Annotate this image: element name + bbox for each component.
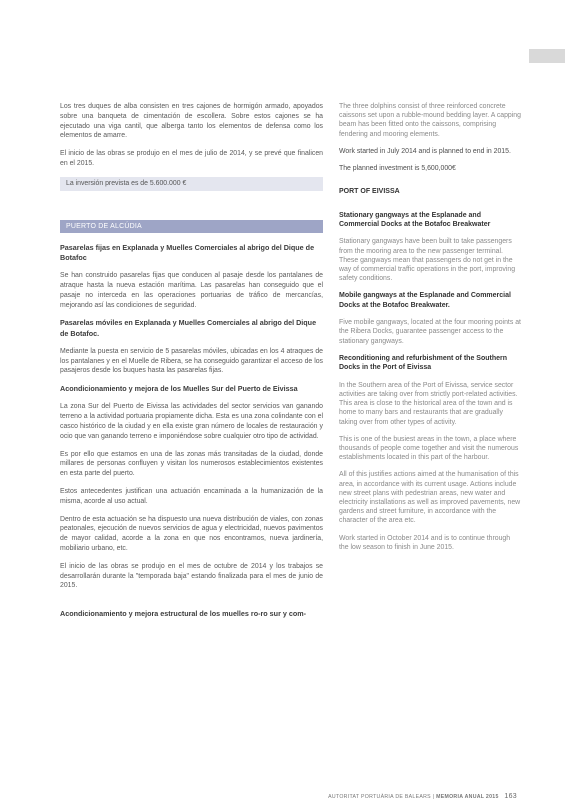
paragraph: Los tres duques de alba consisten en tres cajones de hormigón armado, apoyados sobre una banqueta de cimentación de escollera. Sobre estos cajones se ha ejecutado una viga cantil, que alberga tanto los elementos de defensa como los elementos de amarre. (60, 103, 323, 140)
paragraph: Es por ello que estamos en una de las zonas más transitadas de la ciudad, donde millares de personas confluyen y visitan los numerosos establecimientos existentes en esta parte del puerto. (60, 450, 323, 478)
paragraph: Dentro de esta actuación se ha dispuesto una nueva distribución de viales, con zonas peatonales, ejecución de nuevos servicios de agua y electricidad, nuevos pavimentos de mayor calidad, acorde a la zona en que nos encontramos, nueva jardinería, mobiliario urbano, etc. (60, 515, 323, 552)
footer-report: MEMORIA ANUAL 2015 (436, 794, 499, 800)
section-heading: Pasarelas móviles en Explanada y Muelles Comerciales al abrigo del Dique de Botafoc. (60, 318, 317, 338)
paragraph: The planned investment is 5,600,000€ (339, 165, 456, 173)
footer-org: AUTORITAT PORTUÀRIA DE BALEARS (328, 794, 431, 800)
section-header-bar: PUERTO DE ALCÚDIA (60, 220, 323, 233)
section-heading: Stationary gangways at the Esplanade and Commercial Docks at the Botafoc Breakwater (339, 211, 491, 229)
paragraph: El inicio de las obras se produjo en el mes de octubre de 2014 y los trabajos se desarrollarán durante la "temporada baja" estando finalizada para el mes de junio de 2015. (60, 562, 323, 590)
paragraph: This is one of the busiest areas in the town, a place where thousands of people come together and visit the numerous establishments located in this part of the harbour. (339, 435, 519, 462)
section-heading: Acondicionamiento y mejora de los Muelles Sur del Puerto de Eivissa (60, 384, 298, 394)
spanish-column (60, 102, 323, 627)
port-heading: PORT OF EIVISSA (339, 188, 400, 196)
paragraph: All of this justifies actions aimed at the humanisation of this area, in accordance with its current usage. Actions include new street plans with pedestrian areas, new water and electricity installations as well as improved pavements, new gardens and street furniture, in accordance with the character of the area etc. (339, 471, 521, 525)
paragraph: Five mobile gangways, located at the four mooring points at the Ribera Docks, guarantee passenger access to the stationary gangways. (339, 319, 521, 345)
section-heading: Reconditioning and refurbishment of the Southern Docks in the Port of Eivissa (339, 354, 507, 372)
paragraph: The three dolphins consist of three reinforced concrete caissons set upon a rubble-mound bedding layer. A capping beam has been fitted onto the caissons, comprising fendering and mooring elements. (339, 103, 521, 138)
section-heading: Pasarelas fijas en Explanada y Muelles Comerciales al abrigo del Dique de Botafoc (60, 242, 315, 262)
page-tab-marker (529, 49, 565, 63)
section-heading: Acondicionamiento y mejora estructural de los muelles ro-ro sur y com- (60, 609, 307, 619)
section-heading: Mobile gangways at the Esplanade and Commercial Docks at the Botafoc Breakwater. (339, 292, 511, 309)
paragraph: In the Southern area of the Port of Eivissa, service sector activities are taking over from strictly port-related activities. This area is close to the historical area of the town and is home to many bars and restaurants that are gradually taking over from other types of activity. (339, 381, 518, 426)
english-column (339, 102, 521, 560)
paragraph: Estos antecedentes justifican una actuación encaminada a la humanización de la misma, acorde al uso actual. (60, 487, 323, 505)
paragraph: El inicio de las obras se produjo en el mes de julio de 2014, y se prevé que finalicen en el 2015. (60, 150, 323, 167)
page-footer (328, 793, 517, 800)
paragraph: Work started in October 2014 and is to continue through the low season to finish in June 2015. (339, 534, 511, 551)
paragraph: Mediante la puesta en servicio de 5 pasarelas móviles, ubicadas en los 4 atraques de los pantalanes y en el Muelle de Ribera, se ha conseguido garantizar el acceso de los pasajeros desde los buques hasta las pasarelas fijas. (60, 347, 323, 375)
footer-separator: | (432, 794, 435, 800)
page-number: 163 (504, 793, 517, 800)
investment-box: La inversión prevista es de 5.600.000 € (60, 177, 323, 191)
paragraph: La zona Sur del Puerto de Eivissa las actividades del sector servicios van ganando terreno a la actividad portuaria propiamente dicha. Esta es una zona colindante con el casco histórico de la ciudad y en ella existe gran número de locales de restauración y ocio que van ganando terreno e imponiéndose sobre cualquier otro tipo de actividad. (60, 403, 323, 440)
paragraph: Stationary gangways have been built to take passengers from the mooring area to the new passenger terminal. These gangways mean that passengers do not get in the way of commercial traffic operations in the port, improving safety conditions. (339, 238, 516, 283)
paragraph: Se han construido pasarelas fijas que conducen al pasaje desde los pantalanes de atraque hasta la nueva estación marítima. Las pasarelas han conseguido que el pasaje no interceda en las operaciones portuarias de tráfico de mercancías, mejorando así las condiciones de seguridad. (60, 272, 323, 309)
paragraph: Work started in July 2014 and is planned to end in 2015. (339, 147, 511, 155)
